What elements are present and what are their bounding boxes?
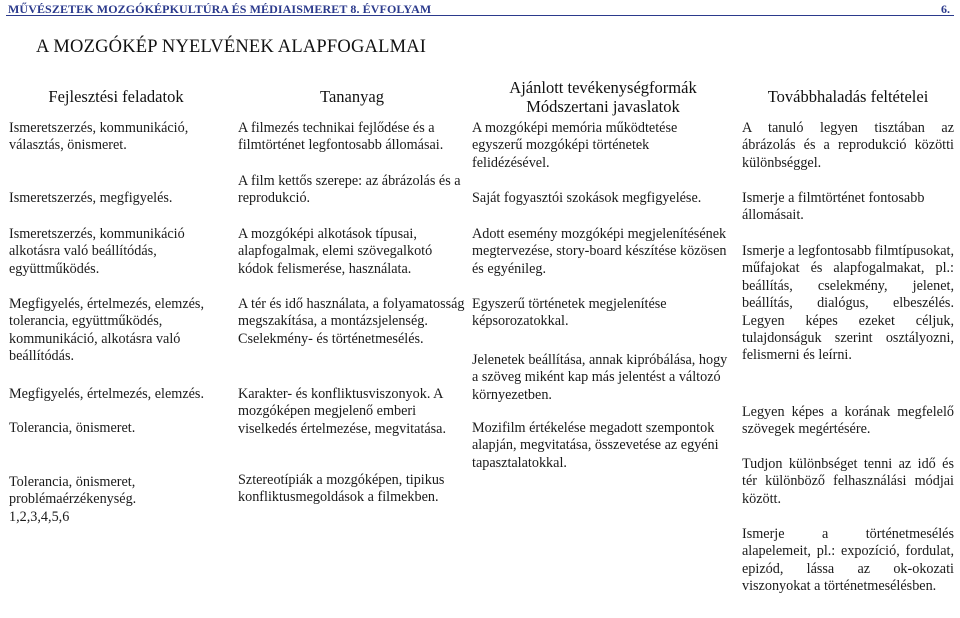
entry: Ismerje a történetmesélés alapelemeit, pl.: expozíció, fordulat, epizód, lássa az ok-okozati viszonyokat a történetmesélésben. (742, 526, 954, 595)
entry: Jelenetek beállítása, annak kipróbálása, hogy a szöveg miként kap más jelentést a változó környezetben. (472, 352, 728, 403)
entry: Sztereotípiák a mozgóképen, tipikus konfliktusmegoldások a filmekben. (238, 472, 445, 506)
column-heading: Ajánlott tevékenységformák (509, 78, 697, 97)
entry: A tanuló legyen tisztában az ábrázolás és a reprodukció közötti különbséggel. (742, 120, 954, 171)
entry: Tolerancia, önismeret. (9, 420, 136, 436)
entry: A tér és idő használata, a folyamatosság megszakítása, a montázsjelenség. Cselekmény- és történetmesélés. (238, 296, 465, 347)
entry: Karakter- és konfliktusviszonyok. A mozgóképen megjelenő emberi viselkedés értelmezése, megvitatása. (238, 386, 446, 437)
entry: A film kettős szerepe: az ábrázolás és a reprodukció. (238, 173, 461, 207)
document-title: A MOZGÓKÉP NYELVÉNEK ALAPFOGALMAI (36, 37, 427, 57)
column-heading: Továbbhaladás feltételei (767, 87, 929, 106)
page-number: 6. (941, 2, 950, 16)
entry: Saját fogyasztói szokások megfigyelése. (472, 190, 702, 206)
entry: Egyszerű történetek megjelenítése képsorozatokkal. (472, 296, 667, 330)
entry: A mozgóképi memória működtetése egyszerű mozgóképi történetek felidézésével. (472, 120, 678, 171)
entry: Tudjon különbséget tenni az idő és tér különböző felhasználási módjai között. (742, 456, 954, 507)
entry: A filmezés technikai fejlődése és a filmtörténet legfontosabb állomásai. (238, 120, 444, 154)
page-header (0, 0, 960, 17)
entry: Megfigyelés, értelmezés, elemzés. (9, 386, 204, 402)
entry: A mozgóképi alkotások típusai, alapfogalmak, elemi szövegalkotó kódok felismerése, használata. (238, 226, 433, 277)
entry: Ismeretszerzés, kommunikáció alkotásra való beállítódás, együttműködés. (9, 226, 185, 277)
column-subheading: Módszertani javaslatok (526, 97, 680, 116)
entry: Tolerancia, önismeret, problémaérzékenység. 1,2,3,4,5,6 (9, 474, 137, 525)
entry: Adott esemény mozgóképi megjelenítésének megtervezése, story-board készítése közösen és egyénileg. (472, 226, 727, 277)
entry: Ismerje a filmtörténet fontosabb állomásait. (742, 190, 925, 224)
header-rule (6, 15, 954, 16)
entry: Ismeretszerzés, kommunikáció, választás, önismeret. (9, 120, 189, 154)
header-subject: MŰVÉSZETEK MOZGÓKÉPKULTÚRA ÉS MÉDIAISMERET 8. ÉVFOLYAM (8, 2, 432, 16)
column-heading: Tananyag (320, 87, 384, 106)
entry: Legyen képes a korának megfelelő szövegek megértésére. (742, 404, 954, 438)
entry: Mozifilm értékelése megadott szempontok alapján, megvitatása, összevetése az egyéni tapasztalatokkal. (472, 420, 719, 471)
entry: Megfigyelés, értelmezés, elemzés, tolerancia, együttműködés, kommunikáció, alkotásra való beállítódás. (9, 296, 204, 365)
entry: Ismerje a legfontosabb filmtípusokat, műfajokat és alapfogalmakat, pl.: beállítás, cselekmény, jelenet, beállítás, dialógus, elbeszélés. Legyen képes ezeket céljuk, tulajdonságuk szerint osztályozni, felismerni és leírni. (742, 243, 954, 364)
column-heading: Fejlesztési feladatok (48, 87, 184, 106)
entry: Ismeretszerzés, megfigyelés. (9, 190, 173, 206)
